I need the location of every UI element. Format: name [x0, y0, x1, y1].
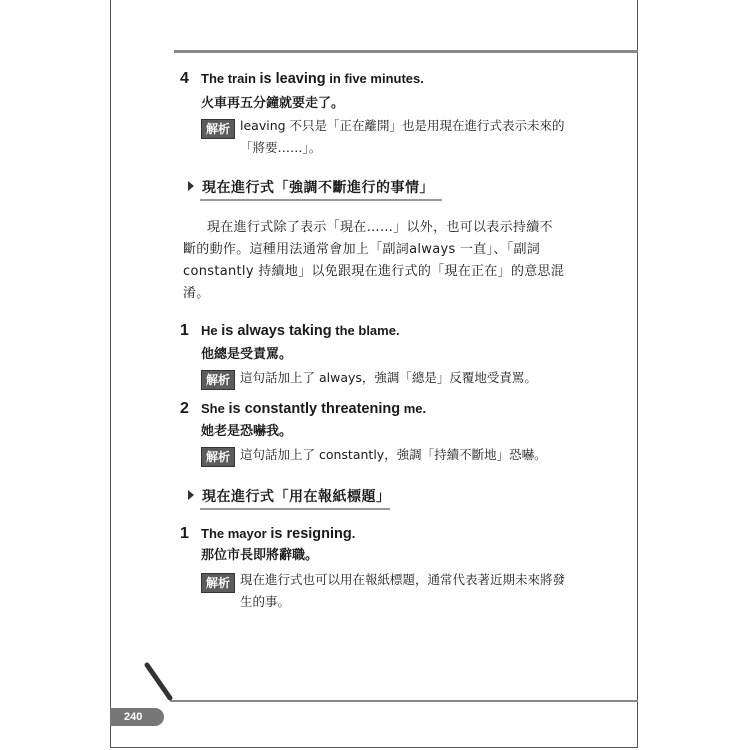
example-sentence-en [201, 323, 400, 339]
heading-underline [200, 508, 390, 510]
paragraph-line: constantly 持續地」以免跟現在進行式的「現在正在」的意思混 [183, 264, 565, 279]
sentence-highlight: is constantly threatening [228, 401, 401, 417]
top-rule [174, 50, 638, 53]
example-translation-zh: 火車再五分鐘就要走了。 [201, 96, 345, 111]
example-sentence-en [201, 401, 426, 417]
analysis-note-line: 這句話加上了 constantly，強調「持續不斷地」恐嚇。 [240, 447, 547, 462]
paragraph-line: 現在進行式除了表示「現在……」以外，也可以表示持續不 [207, 220, 553, 235]
sentence-highlight: is resigning [270, 526, 352, 542]
analysis-note-line: 現在進行式也可以用在報紙標題，通常代表著近期未來將發 [240, 572, 566, 587]
section-heading-text: 現在進行式「用在報紙標題」 [202, 489, 391, 505]
example-number: 2 [180, 400, 189, 417]
analysis-block [201, 446, 235, 467]
example-number: 4 [180, 70, 189, 87]
sentence-part: The mayor [201, 526, 271, 541]
analysis-badge: 解析 [201, 447, 235, 467]
analysis-note-line: 生的事。 [240, 594, 291, 609]
example-sentence-en [201, 71, 424, 87]
paragraph-line: 淆。 [183, 286, 210, 301]
sentence-highlight: is always taking [221, 323, 332, 339]
sentence-part: in five minutes. [325, 71, 424, 86]
analysis-badge: 解析 [201, 370, 235, 390]
sentence-part: The train [201, 71, 260, 86]
sentence-part: She [201, 401, 229, 416]
analysis-block [201, 572, 235, 593]
sentence-part: He [201, 323, 222, 338]
bottom-rule [170, 700, 638, 702]
example-translation-zh: 那位市長即將辭職。 [201, 548, 319, 563]
sentence-highlight: is leaving [259, 71, 326, 87]
sentence-part: . [351, 526, 356, 541]
section-heading [188, 177, 434, 197]
analysis-badge: 解析 [201, 573, 235, 593]
sentence-part: the blame. [331, 323, 400, 338]
sentence-part: me. [400, 401, 427, 416]
section-heading-text: 現在進行式「強調不斷進行的事情」 [202, 180, 434, 196]
section-heading [188, 486, 391, 506]
example-number: 1 [180, 525, 189, 542]
example-number: 1 [180, 322, 189, 339]
pencil-icon [140, 660, 180, 704]
triangle-bullet-icon [188, 490, 194, 500]
analysis-block [201, 369, 235, 390]
triangle-bullet-icon [188, 181, 194, 191]
heading-underline [200, 199, 442, 201]
example-translation-zh: 他總是受責罵。 [201, 347, 293, 362]
paragraph-line: 斷的動作。這種用法通常會加上「副詞always 一直」、「副詞 [183, 242, 541, 257]
page-number: 240 [110, 708, 164, 726]
analysis-note-line: 「將要……」。 [240, 140, 322, 155]
example-sentence-en [201, 526, 355, 542]
analysis-note-line: leaving 不只是「正在離開」也是用現在進行式表示未來的 [240, 118, 565, 133]
analysis-block [201, 118, 235, 139]
example-translation-zh: 她老是恐嚇我。 [201, 424, 293, 439]
analysis-badge: 解析 [201, 119, 235, 139]
analysis-note-line: 這句話加上了 always，強調「總是」反覆地受責罵。 [240, 370, 537, 385]
